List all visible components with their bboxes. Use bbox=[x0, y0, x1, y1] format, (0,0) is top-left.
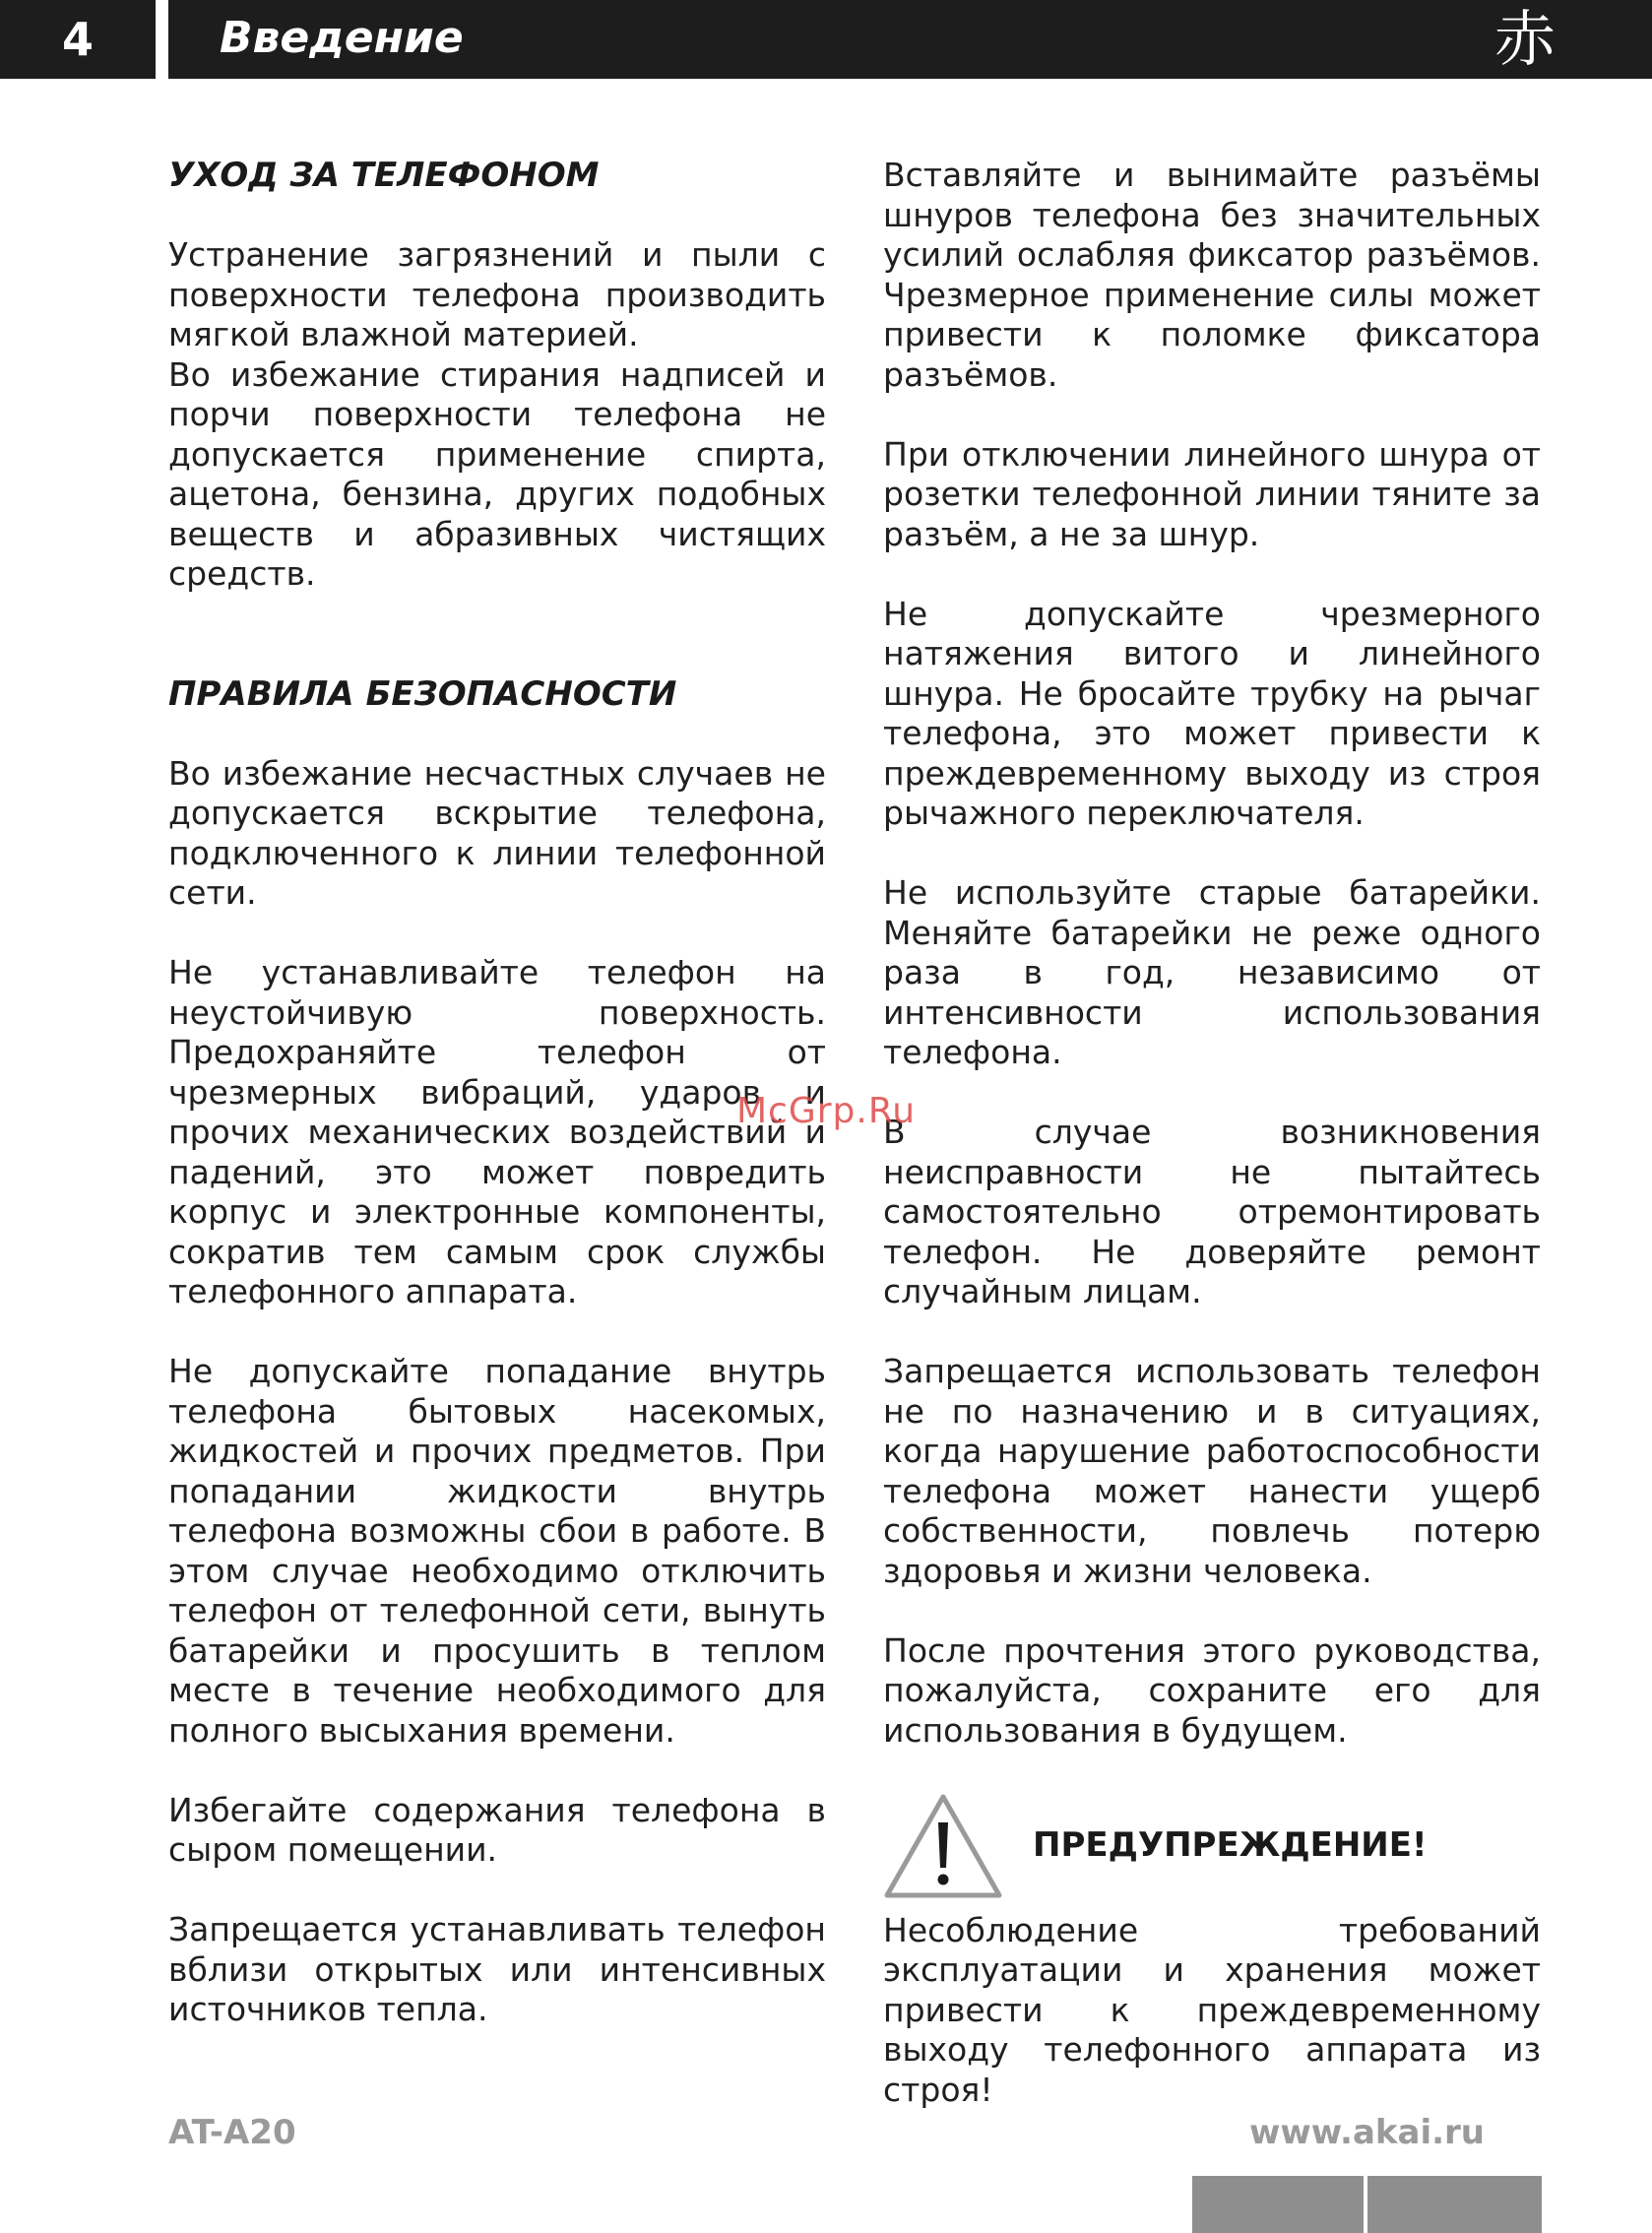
page-title: Введение bbox=[220, 13, 464, 63]
right-paragraph-4: Не используйте старые батарейки. Меняйте батарейки не реже одного раза в год, независимо от интенсивности использования телефона. bbox=[883, 873, 1541, 1071]
warning-triangle-icon bbox=[883, 1793, 1003, 1899]
header-title-bar bbox=[168, 0, 1652, 79]
warning-text: Несоблюдение требований эксплуатации и хранения может привести к преждевременному выходу телефонного аппарата из строя! bbox=[883, 1910, 1541, 2109]
safety-paragraph-4: Избегайте содержания телефона в сыром помещении. bbox=[168, 1790, 826, 1869]
safety-paragraph-5: Запрещается устанавливать телефон вблизи открытых или интенсивных источников тепла. bbox=[168, 1910, 826, 2028]
care-paragraph-1: Устранение загрязнений и пыли с поверхности телефона производить мягкой влажной материей. bbox=[168, 235, 826, 353]
warning-header bbox=[883, 1791, 1541, 1901]
safety-paragraph-3: Не допускайте попадание внутрь телефона бытовых насекомых, жидкостей и прочих предметов. При попадании жидкости внутрь телефона возможны сбои в работе. В этом случае необходимо отключить телефон от телефонной сети, вынуть батарейки и просушить в теплом месте в течение необходимого для полного высыхания времени. bbox=[168, 1352, 826, 1750]
right-paragraph-7: После прочтения этого руководства, пожалуйста, сохраните его для использования в будущем. bbox=[883, 1630, 1541, 1750]
right-paragraph-2: При отключении линейного шнура от розетки телефонной линии тяните за разъём, а не за шнур. bbox=[883, 434, 1541, 553]
brand-logo-glyph: 赤 bbox=[1493, 3, 1556, 75]
care-paragraph-2: Во избежание стирания надписей и порчи поверхности телефона не допускается применение спирта, ацетона, бензина, других подобных веществ и абразивных чистящих средств. bbox=[168, 354, 826, 593]
page-number: 4 bbox=[0, 0, 156, 79]
right-column bbox=[883, 156, 1541, 2150]
footer-tab-2 bbox=[1367, 2176, 1542, 2233]
page-header bbox=[0, 0, 1652, 79]
footer-tab-1 bbox=[1192, 2176, 1364, 2233]
watermark-text: McGrp.Ru bbox=[736, 1091, 917, 1131]
warning-title: ПРЕДУПРЕЖДЕНИЕ! bbox=[1033, 1825, 1428, 1866]
footer-url: www.akai.ru bbox=[1248, 2113, 1485, 2152]
footer-model: AT-A20 bbox=[168, 2113, 296, 2152]
right-paragraph-5: В случае возникновения неисправности не пытайтесь самостоятельно отремонтировать телефон. Не доверяйте ремонт случайным лицам. bbox=[883, 1113, 1541, 1310]
right-paragraph-6: Запрещается использовать телефон не по назначению и в ситуациях, когда нарушение работоспособности телефона может нанести ущерб собственности, повлечь потерю здоровья и жизни человека. bbox=[883, 1352, 1541, 1590]
right-paragraph-1: Вставляйте и вынимайте разъёмы шнуров телефона без значительных усилий ослабляя фиксатор разъёмов. Чрезмерное применение силы может привести к поломке фиксатора разъёмов. bbox=[883, 156, 1541, 394]
safety-paragraph-1: Во избежание несчастных случаев не допускается вскрытие телефона, подключенного к линии телефонной сети. bbox=[168, 753, 826, 912]
left-column bbox=[168, 156, 826, 2070]
right-paragraph-3: Не допускайте чрезмерного натяжения витого и линейного шнура. Не бросайте трубку на рычаг телефона, это может привести к преждевременному выходу из строя рычажного переключателя. bbox=[883, 594, 1541, 832]
section-title-safety: ПРАВИЛА БЕЗОПАСНОСТИ bbox=[168, 673, 677, 714]
section-title-care: УХОД ЗА ТЕЛЕФОНОМ bbox=[168, 156, 600, 195]
safety-paragraph-2: Не устанавливайте телефон на неустойчивую поверхность. Предохраняйте телефон от чрезмерных вибраций, ударов и прочих механических воздействий и падений, это может повредить корпус и электронные компоненты, сократив тем самым срок службы телефонного аппарата. bbox=[168, 953, 826, 1310]
